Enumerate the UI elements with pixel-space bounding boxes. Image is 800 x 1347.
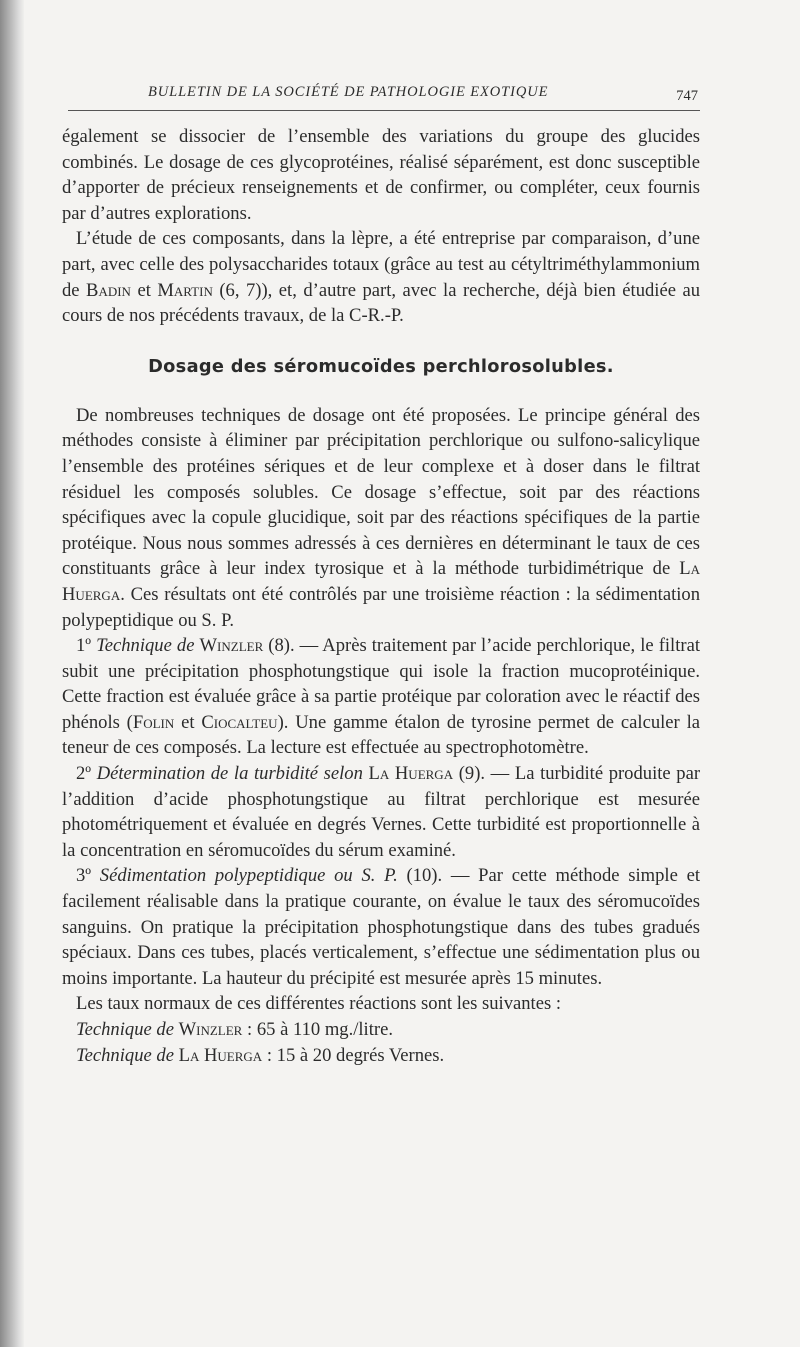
body-text [62,124,700,1068]
author-ciocalteu: Ciocalteu [201,711,278,733]
page-binding-shadow [0,0,24,1347]
author-la-huerga: La Huerga [62,558,700,605]
paragraph-techniques: De nombreuses techniques de dosage ont été proposées. Le principe général des méthodes consiste à éliminer par précipitation perchlorique ou sulfono-salicylique l’ensemble des protéines sériques et de leur complexe et à doser dans le filtrat résiduel les composés solubles. Ce dosage s’effectue, soit par des réactions spécifiques avec la copule glucidique, soit par des réactions spécifiques de la partie protéique. Nous nous sommes adressés à ces dernières en déterminant le taux de ces constituants grâce à leur index tyrosique et à la méthode turbidimétrique de La Huerga. Ces résultats ont été contrôlés par une troisième réaction : la sédimentation polypeptidique ou S. P. [62,404,700,631]
paragraph-norms: Les taux normaux de ces différentes réactions sont les suivantes : [76,993,562,1015]
item-turbidity-title: Détermination de la turbidité selon [96,763,369,785]
section-heading: Dosage des séromucoïdes perchlorosolubles. [148,355,614,377]
norm-la-huerga: Technique de La Huerga : 15 à 20 degrés Vernes. [76,1044,445,1066]
item-winzler-title: Technique de [96,635,200,657]
item-winzler: 1º Technique de Winzler (8). — Après traitement par l’acide perchlorique, le filtrat subit une précipitation phosphotungstique qui isole la fraction mucoprotéinique. Cette fraction est évaluée grâce à sa partie protéique par coloration avec le réactif des phénols (Folin et Ciocalteu). Une gamme étalon de tyrosine permet de calculer la teneur de ces composés. La lecture est effectuée au spectrophotomètre. [62,635,700,759]
paragraph-study: L’étude de ces composants, dans la lèpre, a été entreprise par comparaison, d’une part, avec celle des polysaccharides totaux (grâce au test au cétyltriméthylammonium de Badin et Martin (6, 7)), et, d’autre part, avec la recherche, déjà bien étudiée au cours de nos précédents travaux, de la C-R.-P. [62,228,701,327]
author-folin: Folin [132,711,175,733]
author-martin: Martin [157,279,213,301]
running-title: BULLETIN DE LA SOCIÉTÉ DE PATHOLOGIE EXOTIQUE [148,84,549,100]
page-number: 747 [676,88,698,104]
item-turbidity: 2º Détermination de la turbidité selon La Huerga (9). — La turbidité produite par l’addition d’acide phosphotungstique au filtrat perchlorique est mesurée photométriquement et évaluée en degrés Vernes. Cette turbidité est proportionnelle à la concentration en séromucoïdes du sérum examiné. [62,763,701,861]
norm-winzler: Technique de Winzler : 65 à 110 mg./litre. [76,1019,393,1040]
running-header [68,80,700,111]
item-sedimentation-title: Sédimentation polypeptidique ou S. P. [99,865,398,887]
author-winzler: Winzler [199,635,264,657]
item-sedimentation: 3º Sédimentation polypeptidique ou S. P. (10). — Par cette méthode simple et facilement réalisable dans la pratique courante, on évalue le taux des séromucoïdes sanguins. On pratique la précipitation phosphotungstique dans des tubes gradués spéciaux. Dans ces tubes, placés verticalement, s’effectue une sédimentation plus ou moins importante. La hauteur du précipité est mesurée après 15 minutes. [62,865,700,989]
author-badin: Badin [86,279,131,301]
author-la-huerga-2: La Huerga [368,763,454,785]
paragraph-continuation: également se dissocier de l’ensemble des variations du groupe des glucides combinés. Le dosage de ces glycoprotéines, réalisé séparément, est donc susceptible d’apporter de précieux renseignements et de confirmer, ou compléter, ceux fournis par d’autres explorations. [62,126,700,224]
